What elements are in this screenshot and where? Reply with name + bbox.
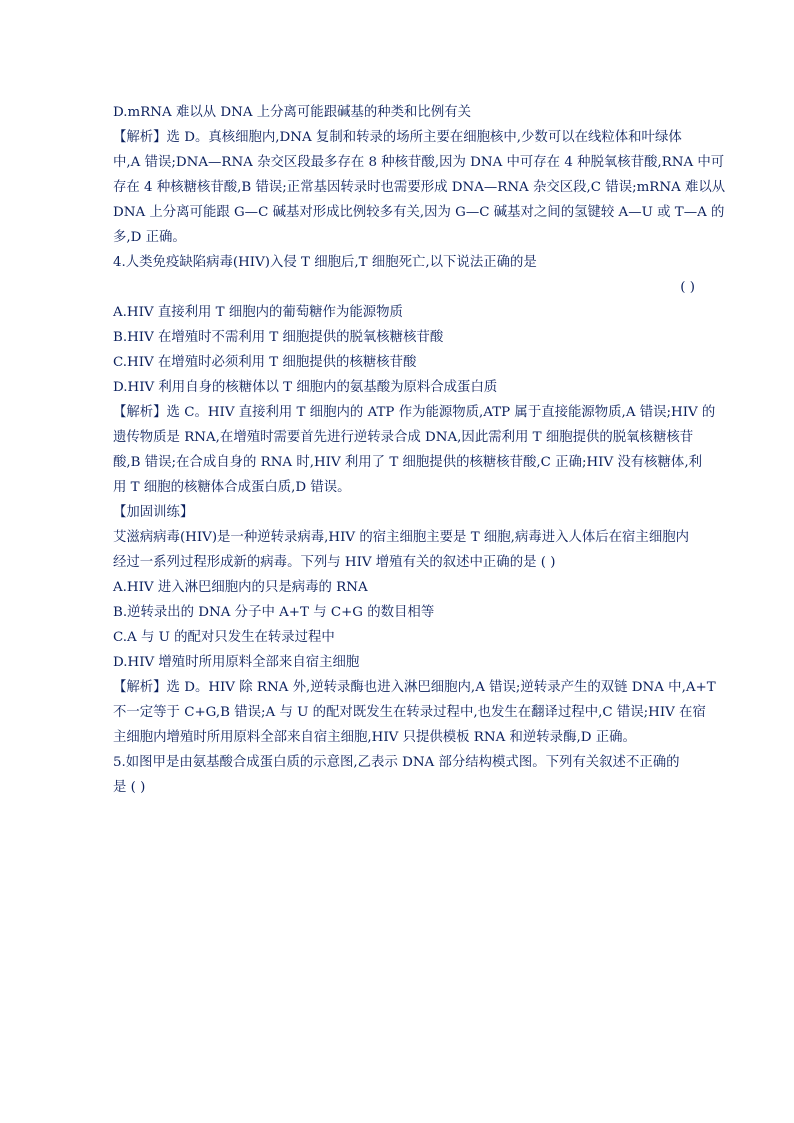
option-c: C.HIV 在增殖时必须利用 T 细胞提供的核糖核苷酸 [113,355,417,370]
option-a: A.HIV 直接利用 T 细胞内的葡萄糖作为能源物质 [113,305,403,320]
analysis-line: 【解析】选 D。HIV 除 RNA 外,逆转录酶也进入淋巴细胞内,A 错误;逆转录产生的双链 DNA 中,A+T [113,680,716,695]
option-d: D.HIV 利用自身的核糖体以 T 细胞内的氨基酸为原料合成蛋白质 [113,380,498,395]
analysis-line: 用 T 细胞的核糖体合成蛋白质,D 错误。 [113,480,351,495]
option-b: B.逆转录出的 DNA 分子中 A+T 与 C+G 的数目相等 [113,605,435,620]
analysis-line: 多,D 正确。 [113,230,186,245]
analysis-line: 中,A 错误;DNA—RNA 杂交区段最多存在 8 种核苷酸,因为 DNA 中可存在 4 种脱氧核苷酸,RNA 中可 [113,155,725,170]
option-c: C.A 与 U 的配对只发生在转录过程中 [113,630,335,645]
analysis-line: 【解析】选 D。真核细胞内,DNA 复制和转录的场所主要在细胞核中,少数可以在线粒体和叶绿体 [113,130,682,145]
reinforcement-heading: 【加固训练】 [113,505,194,520]
reinforcement-stem: 经过一系列过程形成新的病毒。下列与 HIV 增殖有关的叙述中正确的是 ( ) [113,555,556,570]
answer-blank: ( ) [680,280,695,295]
option-b: B.HIV 在增殖时不需利用 T 细胞提供的脱氧核糖核苷酸 [113,330,444,345]
question-5-stem: 是 ( ) [113,780,146,795]
option-d: D.HIV 增殖时所用原料全部来自宿主细胞 [113,655,360,670]
option-d-prev: D.mRNA 难以从 DNA 上分离可能跟碱基的种类和比例有关 [113,105,471,120]
reinforcement-stem: 艾滋病病毒(HIV)是一种逆转录病毒,HIV 的宿主细胞主要是 T 细胞,病毒进入人体后在宿主细胞内 [113,530,689,545]
analysis-line: 【解析】选 C。HIV 直接利用 T 细胞内的 ATP 作为能源物质,ATP 属于直接能源物质,A 错误;HIV 的 [113,405,716,420]
option-a: A.HIV 进入淋巴细胞内的只是病毒的 RNA [113,580,368,595]
analysis-line: 主细胞内增殖时所用原料全部来自宿主细胞,HIV 只提供模板 RNA 和逆转录酶,D 正确。 [113,730,636,745]
question-4-stem: 4.人类免疫缺陷病毒(HIV)入侵 T 细胞后,T 细胞死亡,以下说法正确的是 [113,255,537,270]
analysis-line: 酸,B 错误;在合成自身的 RNA 时,HIV 利用了 T 细胞提供的核糖核苷酸,C 正确;HIV 没有核糖体,利 [113,455,702,470]
analysis-line: 不一定等于 C+G,B 错误;A 与 U 的配对既发生在转录过程中,也发生在翻译过程中,C 错误;HIV 在宿 [113,705,706,720]
document-page [113,100,726,800]
analysis-line: 存在 4 种核糖核苷酸,B 错误;正常基因转录时也需要形成 DNA—RNA 杂交区段,C 错误;mRNA 难以从 [113,180,726,195]
question-5-stem: 5.如图甲是由氨基酸合成蛋白质的示意图,乙表示 DNA 部分结构模式图。下列有关叙述不正确的 [113,755,680,770]
analysis-line: 遗传物质是 RNA,在增殖时需要首先进行逆转录合成 DNA,因此需利用 T 细胞提供的脱氧核糖核苷 [113,430,694,445]
analysis-line: DNA 上分离可能跟 G—C 碱基对形成比例较多有关,因为 G—C 碱基对之间的氢键较 A—U 或 T—A 的 [113,205,725,220]
